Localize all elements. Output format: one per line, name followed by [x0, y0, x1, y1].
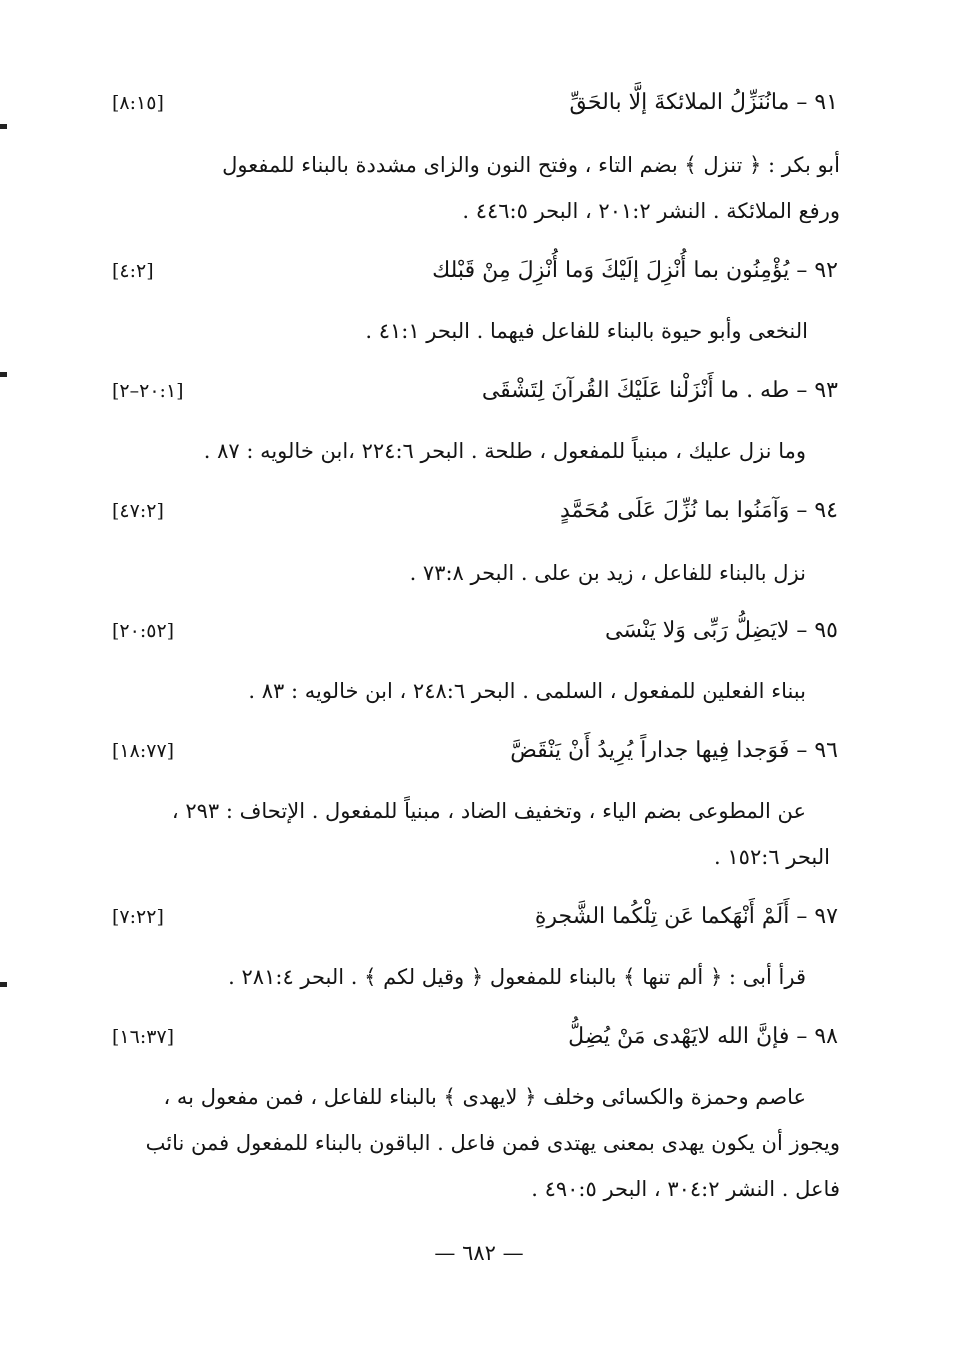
- reference-97: [٧:٢٢]: [112, 906, 164, 928]
- commentary-94-line-1: نزل بالبناء للفاعل ، زيد بن على . البحر ٧٣:٨ .: [409, 561, 806, 585]
- page-number: — ٦٨٢ —: [434, 1241, 524, 1265]
- commentary-95-line-1: ببناء الفعلين للمفعول ، السلمى . البحر ٢٤٨:٦ ، ابن خالويه : ٨٣ .: [248, 679, 806, 703]
- reference-98: [١٦:٣٧]: [112, 1026, 175, 1048]
- verse-95: ٩٥ – لايَضِلُّ رَبِّى وَلا يَنْسَى: [605, 618, 838, 643]
- verse-93: ٩٣ – طه . ما أَنْزَلْنا عَلَيْكَ القُرآنَ لِتَشْقَى: [481, 378, 838, 403]
- commentary-91-line-2: ورفع الملائكة . النشر ٢٠١:٢ ، البحر ٤٤٦:٥ .: [462, 199, 840, 223]
- reference-94: [٤٧:٢]: [112, 500, 164, 522]
- commentary-96-line-2: البحر ١٥٢:٦ .: [714, 845, 830, 869]
- reference-93: [٢٠:١–٢]: [112, 380, 184, 402]
- commentary-98-line-1: عاصم وحمزة والكسائى وخلف ﴿ لايهدى ﴾ بالبناء للفاعل ، فمن مفعول به ،: [163, 1085, 806, 1109]
- reference-96: [١٨:٧٧]: [112, 740, 175, 762]
- commentary-93-line-1: وما نزل عليك ، مبنياً للمفعول ، طلحة . البحر ٢٢٤:٦ ،ابن خالويه : ٨٧ .: [203, 439, 806, 463]
- verse-97: ٩٧ – أَلَمْ أَنْهَكما عَن تِلْكُما الشَّجرةِ: [534, 904, 838, 929]
- verse-92: ٩٢ – يُؤْمِنُون بما أُنْزِلَ إلَيْكَ وَما أُنْزِلَ مِنْ قَبْلك: [432, 258, 838, 283]
- commentary-98-line-3: فاعل . النشر ٣٠٤:٢ ، البحر ٤٩٠:٥ .: [531, 1177, 840, 1201]
- commentary-91-line-1: أبو بكر : ﴿ تنزل ﴾ بضم التاء ، وفتح النون والزاى مشددة بالبناء للمفعول: [222, 153, 840, 177]
- commentary-92-line-1: النخعى وأبو حيوة بالبناء للفاعل فيهما . البحر ٤١:١ .: [365, 319, 808, 343]
- verse-96: ٩٦ – فَوَجدا فِيها جداراً يُرِيدُ أَنْ يَنْقَضَّ: [510, 738, 838, 763]
- verse-91: ٩١ – مانُنَزِّلُ الملائكةَ إلَّا بالحَقِّ: [569, 90, 838, 115]
- scan-margin-mark: [0, 372, 7, 377]
- reference-92: [٤:٢]: [112, 260, 154, 282]
- scan-margin-mark: [0, 982, 7, 987]
- commentary-97-line-1: قرأ أبى : ﴿ ألم تنها ﴾ بالبناء للمفعول ﴿ وقيل لكم ﴾ . البحر ٢٨١:٤ .: [228, 965, 806, 989]
- verse-94: ٩٤ – وَآمَنُوا بما نُزِّلَ عَلَى مُحَمَّدٍ: [559, 498, 838, 523]
- scan-margin-mark: [0, 124, 7, 129]
- reference-95: [٢٠:٥٢]: [112, 620, 175, 642]
- commentary-98-line-2: ويجوز أن يكون يهدى بمعنى يهتدى فمن فاعل . الباقون بالبناء للمفعول فمن نائب: [145, 1131, 840, 1155]
- reference-91: [٨:١٥]: [112, 92, 164, 114]
- commentary-96-line-1: عن المطوعى بضم الياء ، وتخفيف الضاد ، مبنياً للمفعول . الإتحاف : ٢٩٣ ،: [171, 799, 806, 823]
- verse-98: ٩٨ – فإنَّ الله لايَهْدى مَنْ يُضِلُّ: [568, 1024, 838, 1049]
